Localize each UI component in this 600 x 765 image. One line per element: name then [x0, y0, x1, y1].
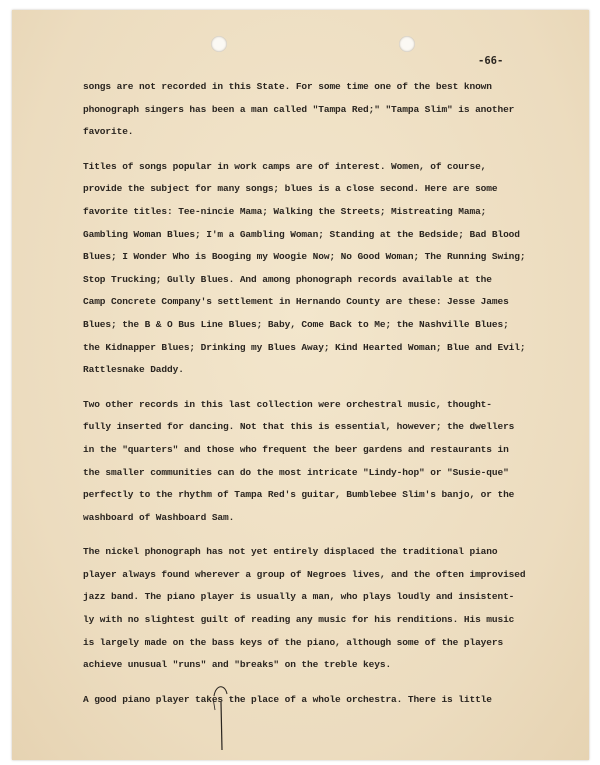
paragraph [83, 156, 553, 382]
paragraph [83, 394, 553, 530]
body-text [83, 76, 553, 711]
text-line: the Kidnapper Blues; Drinking my Blues Away; Kind Hearted Woman; Blue and Evil; [83, 341, 526, 353]
document-page [12, 10, 589, 760]
text-line: Titles of songs popular in work camps are of interest. Women, of course, [83, 160, 487, 172]
text-line: ly with no slightest guilt of reading any music for his renditions. His music [83, 614, 515, 626]
text-line: songs are not recorded in this State. For some time one of the best known [83, 81, 492, 92]
text-line: washboard of Washboard Sam. [83, 511, 235, 523]
text-line: in the "quarters" and those who frequent the beer gardens and restaurants in [83, 443, 509, 455]
text-line: jazz band. The piano player is usually a man, who plays loudly and insistent- [83, 591, 515, 603]
text-line: fully inserted for dancing. Not that this is essential, however; the dwellers [83, 421, 515, 433]
text-line: provide the subject for many songs; blues is a close second. Here are some [83, 183, 498, 195]
text-line: player always found wherever a group of Negroes lives, and the often improvised [83, 568, 526, 580]
text-line: Stop Trucking; Gully Blues. And among phonograph records available at the [83, 273, 492, 285]
text-line: Gambling Woman Blues; I'm a Gambling Woman; Standing at the Bedside; Bad Blood [83, 228, 520, 240]
text-line: the smaller communities can do the most intricate "Lindy-hop" or "Susie-que" [83, 466, 509, 478]
text-line: perfectly to the rhythm of Tampa Red's guitar, Bumblebee Slim's banjo, or the [83, 489, 515, 501]
text-line: Rattlesnake Daddy. [83, 364, 184, 376]
pencil-mark [210, 682, 232, 752]
text-line: Camp Concrete Company's settlement in Hernando County are these: Jesse James [83, 296, 509, 308]
text-line: Blues; the B & O Bus Line Blues; Baby, Come Back to Me; the Nashville Blues; [83, 318, 509, 330]
punch-hole-left [211, 36, 227, 52]
text-line: favorite. [83, 126, 134, 138]
text-line: achieve unusual "runs" and "breaks" on the treble keys. [83, 659, 392, 671]
paragraph [83, 76, 553, 144]
paragraph [83, 689, 553, 712]
text-line: phonograph singers has been a man called "Tampa Red;" "Tampa Slim" is another [83, 103, 515, 115]
text-line: Two other records in this last collection were orchestral music, thought- [83, 398, 492, 410]
text-line: Blues; I Wonder Who is Booging my Woogie Now; No Good Woman; The Running Swing; [83, 251, 526, 263]
page-number: -66- [478, 55, 504, 67]
text-line: The nickel phonograph has not yet entirely displaced the traditional piano [83, 546, 498, 558]
punch-hole-right [399, 36, 415, 52]
text-line: favorite titles: Tee-nincie Mama; Walking the Streets; Mistreating Mama; [83, 205, 487, 217]
paragraph [83, 541, 553, 677]
text-line: is largely made on the bass keys of the piano, although some of the players [83, 636, 504, 648]
text-line: A good piano player takes the place of a whole orchestra. There is little [83, 693, 492, 705]
